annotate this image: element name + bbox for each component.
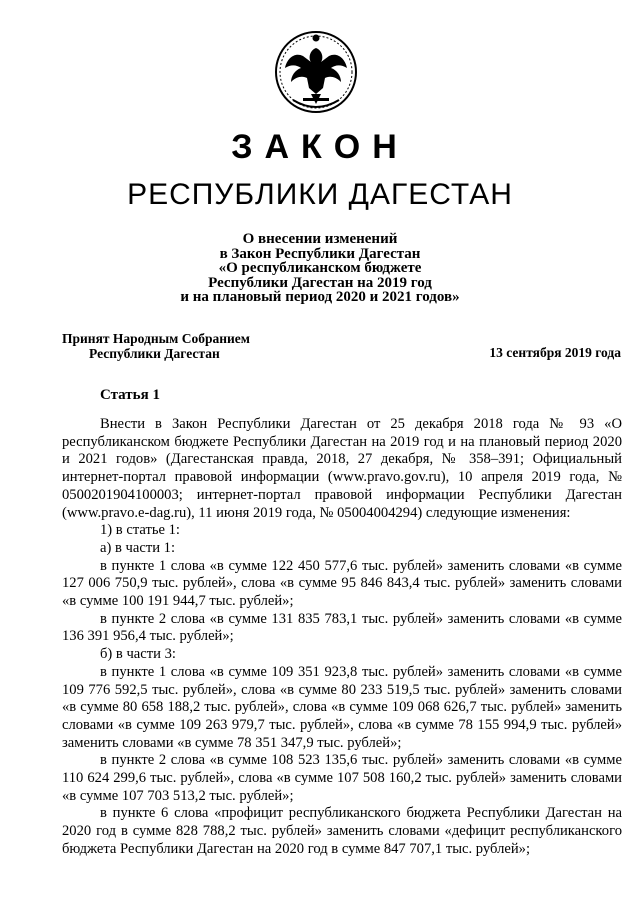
subtitle-line: О внесении изменений	[242, 231, 398, 247]
paragraph: в пункте 1 слова «в сумме 122 450 577,6 тыс. рублей» заменить словами «в сумме 127 006 750,9 тыс. рублей», слова «в сумме 95 846 843,4 тыс. рублей» заменить словами «в сумме 100 191 944,7 тыс. рублей»;	[62, 557, 622, 610]
law-subtitle	[0, 232, 640, 305]
article-heading: Статья 1	[100, 387, 160, 403]
paragraph: б) в части 3:	[100, 646, 176, 663]
adopted-line: Принят Народным Собранием	[62, 331, 250, 346]
subtitle-line: Республики Дагестан на 2019 год	[208, 274, 432, 291]
article-body	[62, 416, 622, 859]
paragraph: в пункте 1 слова «в сумме 109 351 923,8 тыс. рублей» заменить словами «в сумме 109 776 592,5 тыс. рублей», слова «в сумме 80 233 519,5 тыс. рублей» заменить словами «в сумме 80 658 188,2 тыс. рублей», слова «в сумме 109 068 626,7 тыс. рублей» заменить словами «в сумме 109 263 979,7 тыс. рублей», слова «в сумме 78 155 994,9 тыс. рублей» заменить словами «в сумме 78 351 347,9 тыс. рублей»;	[62, 663, 622, 751]
adopted-by	[62, 331, 250, 361]
paragraph: а) в части 1:	[100, 539, 176, 556]
subtitle-line: «О республиканском бюджете	[218, 260, 422, 276]
subtitle-line: в Закон Республики Дагестан	[219, 245, 421, 262]
coat-of-arms-emblem-icon	[273, 28, 359, 118]
paragraph: в пункте 2 слова «в сумме 108 523 135,6 тыс. рублей» заменить словами «в сумме 110 624 299,6 тыс. рублей», слова «в сумме 107 508 160,2 тыс. рублей» заменить словами «в сумме 107 703 513,2 тыс. рублей»;	[62, 752, 622, 804]
adopted-line: Республики Дагестан	[89, 346, 220, 361]
subtitle-line: и на плановый период 2020 и 2021 годов»	[180, 289, 460, 305]
paragraph: Внести в Закон Республики Дагестан от 25 декабря 2018 года № 93 «О республиканском бюджете Республики Дагестан на 2019 год и на плановый период 2020 и 2021 годов» (Дагестанская правда, 2018, 27 декабря, № 358–391; Официальный интернет-портал правовой информации (www.pravo.gov.ru), 10 апреля 2019 года, № 0500201904100003; интернет-портал правовой информации Республики Дагестан (www.pravo.e-dag.ru), 11 июня 2019 года, № 05004004294) следующие изменения:	[62, 416, 622, 521]
paragraph: в пункте 6 слова «профицит республиканского бюджета Республики Дагестан на 2020 год в сумме 828 788,2 тыс. рублей» заменить словами «дефицит республиканского бюджета Республики Дагестан на 2020 год в сумме 847 707,1 тыс. рублей»;	[62, 805, 622, 857]
adopted-date: 13 сентября 2019 года	[489, 345, 621, 360]
paragraph: в пункте 2 слова «в сумме 131 835 783,1 тыс. рублей» заменить словами «в сумме 136 391 956,4 тыс. рублей»;	[62, 610, 622, 645]
paragraph: 1) в статье 1:	[100, 522, 180, 539]
republic-title: РЕСПУБЛИКИ ДАГЕСТАН	[127, 178, 513, 211]
law-title: ЗАКОН	[231, 128, 409, 166]
